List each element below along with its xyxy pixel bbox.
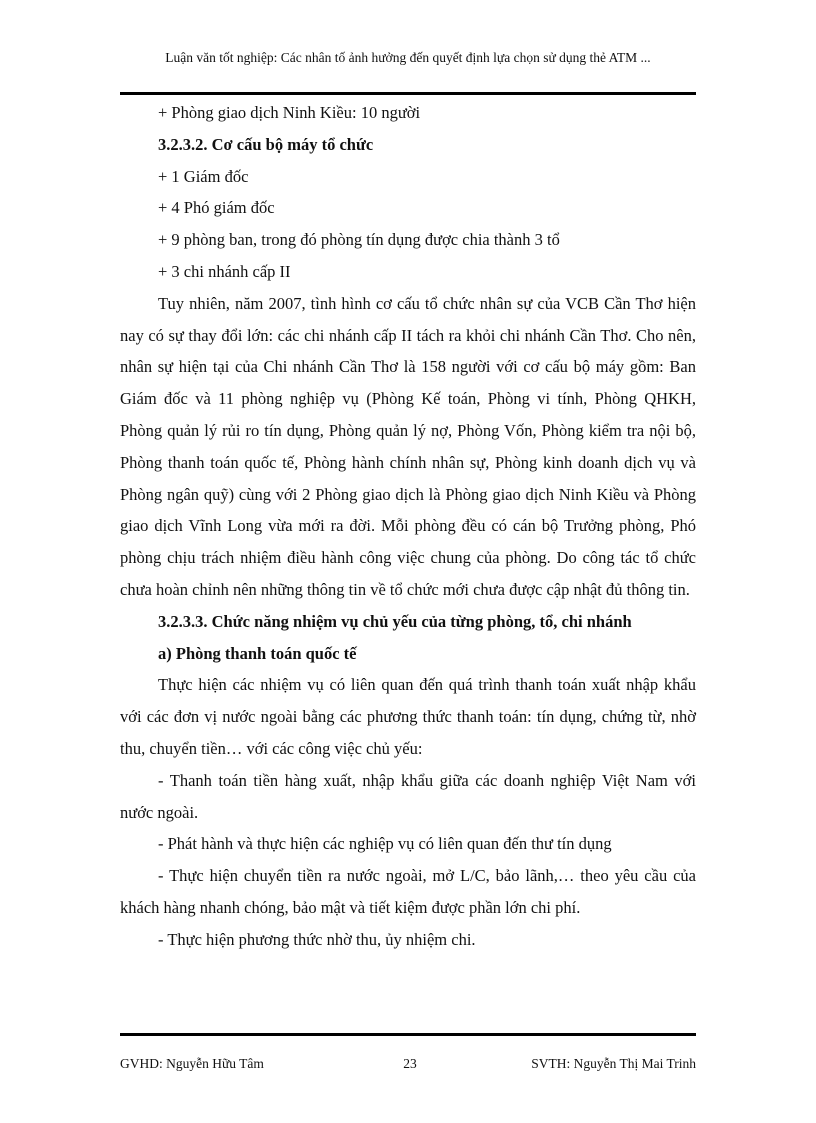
header-divider [120, 92, 696, 95]
dash-item: - Phát hành và thực hiện các nghiệp vụ có liên quan đến thư tín dụng [158, 834, 612, 854]
footer-advisor: GVHD: Nguyễn Hữu Tâm [120, 1056, 264, 1071]
list-item: + 1 Giám đốc [158, 166, 249, 186]
footer-divider [120, 1033, 696, 1036]
list-item: + 3 chi nhánh cấp II [158, 261, 291, 281]
dash-item: - Thực hiện phương thức nhờ thu, ủy nhiệm chi. [158, 929, 476, 949]
footer-student: SVTH: Nguyễn Thị Mai Trinh [531, 1056, 696, 1071]
dash-item: - Thanh toán tiền hàng xuất, nhập khẩu giữa các doanh nghiệp Việt Nam với nước ngoài. [120, 770, 696, 822]
page-number: 23 [403, 1056, 417, 1071]
section-heading: 3.2.3.3. Chức năng nhiệm vụ chủ yếu của từng phòng, tổ, chi nhánh [158, 611, 632, 631]
subsection-heading: a) Phòng thanh toán quốc tế [158, 643, 357, 663]
dash-item: - Thực hiện chuyển tiền ra nước ngoài, mở L/C, bảo lãnh,… theo yêu cầu của khách hàng nhanh chóng, bảo mật và tiết kiệm được phần lớn chi phí. [120, 866, 696, 917]
page-header: Luận văn tốt nghiệp: Các nhân tố ảnh hưởng đến quyết định lựa chọn sử dụng thẻ ATM ... [165, 50, 651, 65]
list-item: + 9 phòng ban, trong đó phòng tín dụng được chia thành 3 tổ [158, 230, 560, 250]
paragraph: Tuy nhiên, năm 2007, tình hình cơ cấu tổ chức nhân sự của VCB Cần Thơ hiện nay có sự thay đổi lớn: các chi nhánh cấp II tách ra khỏi chi nhánh Cần Thơ. Cho nên, nhân sự hiện tại của Chi nhánh Cần Thơ là 158 người với cơ cấu bộ máy gồm: Ban Giám đốc và 11 phòng nghiệp vụ (Phòng Kế toán, Phòng vi tính, Phòng QHKH, Phòng quản lý rủi ro tín dụng, Phòng quản lý nợ, Phòng Vốn, Phòng kiểm tra nội bộ, Phòng thanh toán quốc tế, Phòng hành chính nhân sự, Phòng kinh doanh dịch vụ và Phòng ngân quỹ) cùng với 2 Phòng giao dịch là Phòng giao dịch Ninh Kiều và Phòng giao dịch Vĩnh Long vừa mới ra đời. Mỗi phòng đều có cán bộ Trưởng phòng, Phó phòng chịu trách nhiệm điều hành công việc chung của phòng. Do công tác tổ chức chưa hoàn chỉnh nên những thông tin về tổ chức mới chưa được cập nhật đủ thông tin. [120, 293, 696, 599]
paragraph: Thực hiện các nhiệm vụ có liên quan đến quá trình thanh toán xuất nhập khẩu với các đơn vị nước ngoài bằng các phương thức thanh toán: tín dụng, chứng từ, nhờ thu, chuyển tiền… với các công việc chủ yếu: [120, 675, 696, 758]
section-heading: 3.2.3.2. Cơ cấu bộ máy tổ chức [158, 134, 374, 154]
page-content [120, 97, 696, 956]
paragraph: + Phòng giao dịch Ninh Kiều: 10 người [158, 103, 421, 122]
list-item: + 4 Phó giám đốc [158, 198, 275, 218]
